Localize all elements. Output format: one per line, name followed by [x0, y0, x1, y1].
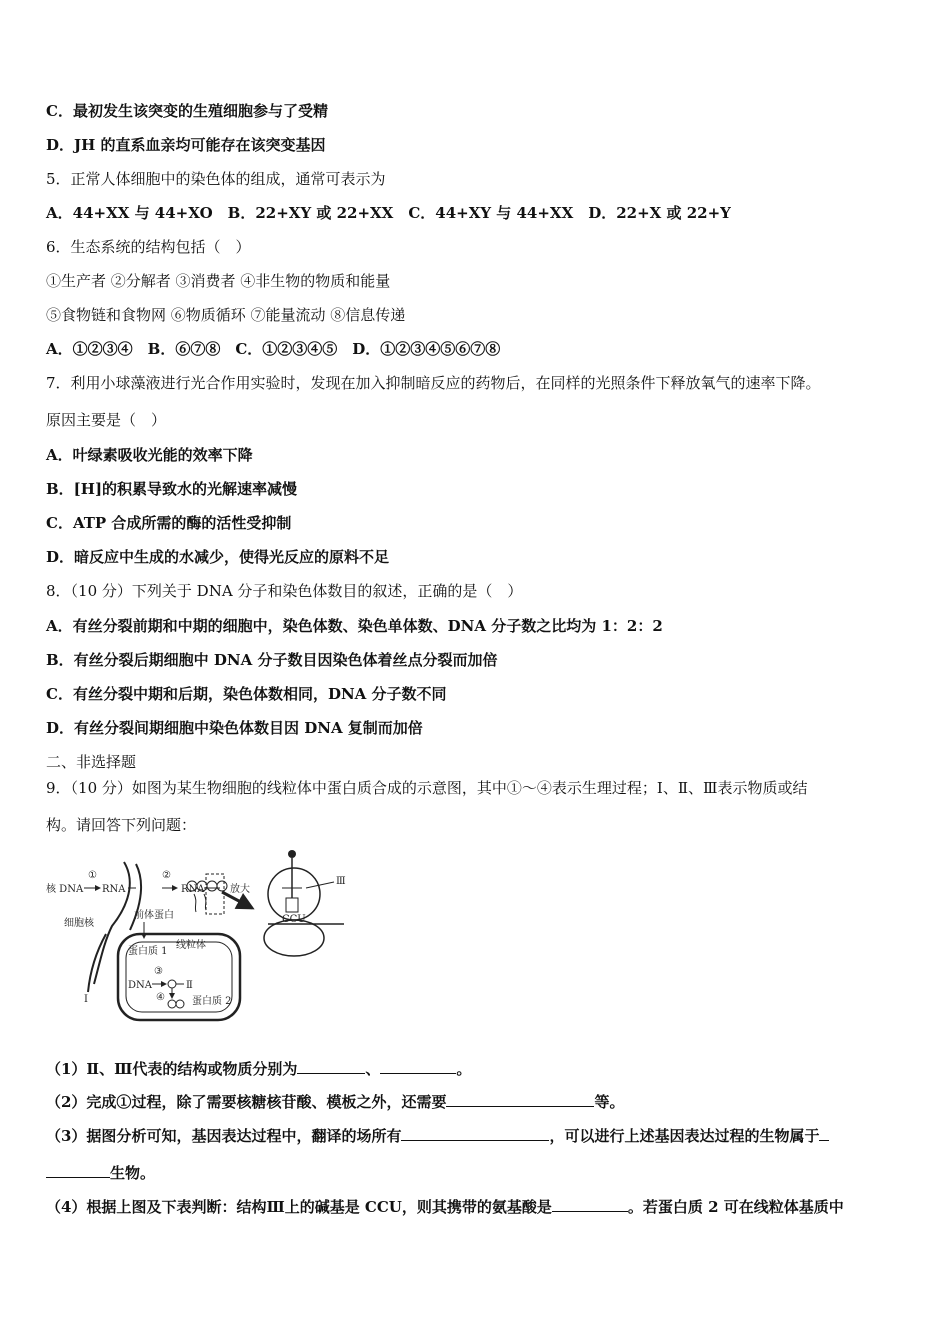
q7-stem-2: 原因主要是（ ）	[46, 411, 167, 429]
label-ccu: CCU	[282, 914, 306, 925]
label-dna: DNA	[128, 980, 152, 991]
q8-option-a: A．有丝分裂前期和中期的细胞中，染色体数、染色单体数、DNA 分子数之比均为 1：2：2	[46, 617, 663, 635]
nuclear-envelope	[94, 862, 130, 984]
answer-blank-5b[interactable]	[46, 1163, 110, 1178]
label-process-2: ②	[162, 870, 171, 881]
q9-sub4-end: 。若蛋白质 2 可在线粒体基质中	[627, 1198, 844, 1216]
q9-sub2-text: （2）完成①过程，除了需要核糖核苷酸、模板之外，还需要	[46, 1093, 447, 1111]
mito-ribosome	[168, 1000, 176, 1008]
q9-stem-2: 构。请回答下列问题：	[46, 816, 197, 834]
q7-stem-1: 7．利用小球藻液进行光合作用实验时，发现在加入抑制暗反应的药物后，在同样的光照条件下释放氧气的速率下降。	[46, 374, 821, 392]
q5-options: A．44+XX 与 44+XO B．22+XY 或 22+XX C．44+XY 与 44+XX D．22+X 或 22+Y	[46, 204, 731, 222]
answer-blank-1[interactable]	[297, 1059, 365, 1074]
q7-option-a: A．叶绿素吸收光能的效率下降	[46, 446, 253, 464]
zoom-box	[206, 874, 224, 914]
q7-option-c: C．ATP 合成所需的酶的活性受抑制	[46, 514, 292, 532]
label-rna-1: RNA	[102, 884, 126, 895]
amino-acid	[288, 850, 296, 858]
answer-blank-2[interactable]	[380, 1059, 456, 1074]
q9-sub-2	[46, 1092, 624, 1112]
ribosome	[217, 881, 227, 891]
q8-option-d: D．有丝分裂间期细胞中染色体数目因 DNA 复制而加倍	[46, 719, 423, 737]
q9-sub1-end: 。	[456, 1060, 472, 1078]
label-enlarge: 放大	[230, 884, 250, 895]
q4-option-d: D．JH 的直系血亲均可能存在该突变基因	[46, 136, 326, 154]
label-i: Ⅰ	[84, 994, 88, 1005]
label-nuclear-dna: 核 DNA	[46, 884, 84, 895]
q8-option-c: C．有丝分裂中期和后期，染色体数相同，DNA 分子数不同	[46, 685, 447, 703]
q7-option-b: B．[H]的积累导致水的光解速率减慢	[46, 480, 298, 498]
mito-ribosome	[176, 1000, 184, 1008]
q9-stem-1: 9．（10 分）如图为某生物细胞的线粒体中蛋白质合成的示意图，其中①～④表示生理过程；Ⅰ、Ⅱ、Ⅲ表示物质或结	[46, 779, 808, 797]
label-ii: Ⅱ	[186, 980, 193, 991]
q9-sub3-mid: ，可以进行上述基因表达过程的生物属于	[549, 1127, 820, 1145]
section-heading: 二、非选择题	[46, 753, 137, 771]
q4-option-c: C．最初发生该突变的生殖细胞参与了受精	[46, 102, 328, 120]
peptide-chain	[194, 894, 196, 912]
q8-option-b: B．有丝分裂后期细胞中 DNA 分子数目因染色体着丝点分裂而加倍	[46, 651, 498, 669]
label-precursor-protein: 前体蛋白	[134, 910, 174, 921]
q9-sub-4	[46, 1197, 844, 1217]
label-nucleus: 细胞核	[64, 918, 94, 929]
q6-items-1: ①生产者 ②分解者 ③消费者 ④非生物的物质和能量	[46, 272, 391, 290]
label-mitochondrion: 线粒体	[176, 940, 206, 951]
q9-sub1-sep: 、	[365, 1060, 381, 1078]
mitochondria-protein-synthesis-figure	[44, 842, 356, 1024]
q8-stem: 8．（10 分）下列关于 DNA 分子和染色体数目的叙述，正确的是（ ）	[46, 582, 523, 600]
mito-rna-node	[168, 980, 176, 988]
label-rna-2: RNA	[181, 884, 205, 895]
q7-option-d: D．暗反应中生成的水减少，使得光反应的原料不足	[46, 548, 390, 566]
q9-sub3-end: 生物。	[110, 1164, 156, 1182]
q9-sub2-end: 等。	[594, 1093, 625, 1111]
q5-stem: 5．正常人体细胞中的染色体的组成，通常可表示为	[46, 170, 386, 188]
q9-sub4-text: （4）根据上图及下表判断：结构Ⅲ上的碱基是 CCU，则其携带的氨基酸是	[46, 1198, 552, 1216]
label-protein-2: 蛋白质 2	[192, 996, 232, 1007]
q6-options: A．①②③④ B．⑥⑦⑧ C．①②③④⑤ D．①②③④⑤⑥⑦⑧	[46, 340, 501, 358]
label-process-3: ③	[154, 966, 163, 977]
answer-blank-6[interactable]	[552, 1197, 628, 1212]
q6-items-2: ⑤食物链和食物网 ⑥物质循环 ⑦能量流动 ⑧信息传递	[46, 306, 406, 324]
q9-sub3-text: （3）据图分析可知，基因表达过程中，翻译的场所有	[46, 1127, 402, 1145]
answer-blank-5a[interactable]	[819, 1126, 829, 1141]
figure-svg	[44, 842, 356, 1024]
q9-sub1-text: （1）Ⅱ、Ⅲ代表的结构或物质分别为	[46, 1060, 298, 1078]
structure-i-line	[88, 934, 106, 992]
ribosome	[207, 881, 217, 891]
answer-blank-4[interactable]	[401, 1126, 549, 1141]
q9-sub-1	[46, 1059, 471, 1079]
q6-stem: 6．生态系统的结构包括（ ）	[46, 238, 251, 256]
answer-blank-3[interactable]	[446, 1092, 594, 1107]
leader-iii	[306, 882, 334, 888]
peptide-chain	[204, 894, 206, 910]
ribosome-small-subunit	[264, 920, 324, 956]
label-iii: Ⅲ	[336, 876, 346, 887]
label-protein-1: 蛋白质 1	[128, 946, 168, 957]
q9-sub-3-cont	[46, 1163, 155, 1183]
label-process-4: ④	[156, 992, 165, 1003]
label-process-1: ①	[88, 870, 97, 881]
q9-sub-3	[46, 1126, 829, 1146]
